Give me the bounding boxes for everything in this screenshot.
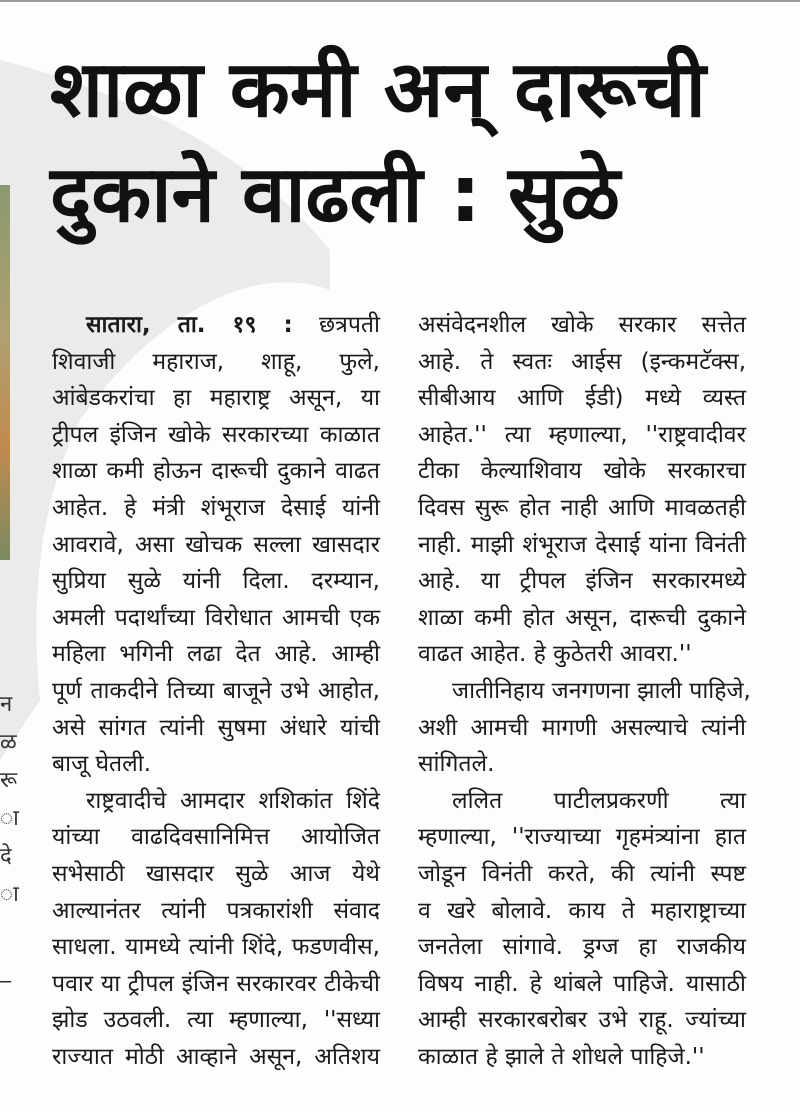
text-line [418,417,746,454]
dateline: सातारा, ता. १९ : [86,312,293,338]
fragment [0,914,14,952]
text-line-content: आहेत.'' त्या म्हणाल्या, ''राष्ट्रवादीवर [418,421,746,448]
text-line [418,966,746,1003]
text-line-content: साधला. यामध्ये त्यांनी शिंदे, फडणवीस, [52,934,380,961]
text-line-content: शाळा कमी होत असून, दारूची दुकाने [418,604,746,631]
text-line [418,710,746,747]
text-line [418,856,746,893]
text-line [52,600,380,637]
text-line-content: असे सांगत त्यांनी सुषमा अंधारे यांची [52,714,380,741]
text-line-content: राष्ट्रवादीचे आमदार शशिकांत शिंदे [86,787,380,814]
text-line-content: यांच्या वाढदिवसानिमित्त आयोजित [52,824,380,851]
text-line-content: जनतेला सांगावे. ड्रग्ज हा राजकीय [418,934,746,961]
text-line-content: झोड उठवली. त्या म्हणाल्या, ''सध्या [52,1007,380,1034]
text-line-content: सभेसाठी खासदार सुळे आज येथे [52,860,380,887]
text-line [418,819,746,856]
text-line-content: महिला भगिनी लढा देत आहे. आम्ही [52,641,380,668]
text-line-content: आम्ही सरकारबरोबर उभे राहू. ज्यांच्या [418,1007,746,1034]
text-line [52,563,380,600]
text-line-content: पवार या ट्रीपल इंजिन सरकारवर टीकेची [52,970,380,997]
text-line [52,453,380,490]
article-column-left [52,307,380,1075]
text-line-content: दिवस सुरू होत नाही आणि मावळतही [418,494,746,521]
text-line-content: अमली पदार्थांच्या विरोधात आमची एक [52,604,380,631]
text-line-content: वाढत आहेत. हे कुठेतरी आवरा.'' [418,641,692,668]
text-line [52,929,380,966]
text-line [418,307,746,344]
text-line [52,856,380,893]
text-line [52,710,380,747]
text-line [52,673,380,710]
text-line [52,746,380,783]
text-line [52,636,380,673]
text-line-content: सुप्रिया सुळे यांनी दिला. दरम्यान, [52,568,380,595]
fragment: _ [0,958,11,983]
text-line-content: पूर्ण ताकदीने तिच्या बाजूने उभे आहोत, [52,677,380,704]
text-line-content: व खरे बोलावे. काय ते महाराष्ट्राच्या [418,897,746,924]
text-line [52,1002,380,1039]
text-line [418,380,746,417]
text-line-content: आवरावे, असा खोचक सल्ला खासदार [52,531,380,558]
text-line-content: बाजू घेतली. [52,751,152,778]
text-line-content: आहे. ते स्वतः आईस (इन्कमटॅक्स, [418,348,746,375]
text-line [418,563,746,600]
adjacent-article-fragments [0,686,19,990]
text-line [52,819,380,856]
fragment: ा [0,882,19,907]
text-line-content: काळात हे झाले ते शोधले पाहिजे.'' [418,1043,705,1070]
text-line-content: आंबेडकरांचा हा महाराष्ट्र असून, या [52,385,380,412]
text-line [52,380,380,417]
text-line-content: ललित पाटीलप्रकरणी त्या [452,787,746,814]
text-line-content: अशी आमची मागणी असल्याचे त्यांनी [418,714,746,741]
text-line-content: विषय नाही. हे थांबले पाहिजे. यासाठी [418,970,746,997]
text-line-content: सांगितले. [418,751,495,778]
text-line-content: आहेत. हे मंत्री शंभूराज देसाई यांनी [52,494,380,521]
text-line [52,783,380,820]
text-line [418,453,746,490]
fragment: ळ [0,730,17,755]
text-line [418,673,751,710]
text-line-content: आहे. या ट्रीपल इंजिन सरकारमध्ये [418,568,746,595]
text-line [418,929,746,966]
text-line-content: शाळा कमी होऊन दारूची दुकाने वाढत [52,458,380,485]
text-line [418,893,746,930]
text-line [418,1039,746,1076]
headline-line-2: दुकाने वाढली : सुळे [50,150,621,240]
text-line [418,490,746,527]
text-line [418,636,746,673]
text-line-content: नाही. माझी शंभूराज देसाई यांना विनंती [418,531,746,558]
fragment: दे [0,844,12,869]
text-line [52,1039,380,1076]
fragment: ा [0,806,19,831]
text-line-content: शिवाजी महाराज, शाहू, फुले, [52,348,380,375]
text-line-content: छत्रपती [319,312,380,338]
text-line-content: म्हणाल्या, ''राज्याच्या गृहमंत्र्यांना हात [418,824,746,851]
text-line [418,600,746,637]
text-line-content: जातीनिहाय जनगणना झाली पाहिजे, [452,677,751,704]
article-column-right [418,307,751,1075]
text-line-content: असंवेदनशील खोके सरकार सत्तेत [418,312,746,338]
text-line-content: आल्यानंतर त्यांनी पत्रकारांशी संवाद [52,897,380,924]
text-line-content: जोडून विनंती करते, की त्यांनी स्पष्ट [418,860,746,887]
adjacent-photo-edge [0,185,10,560]
text-line [418,527,746,564]
text-line [418,783,746,820]
text-line [52,966,380,1003]
text-line-content: राज्यात मोठी आव्हाने असून, अतिशय [52,1043,380,1070]
text-line [52,893,380,930]
text-line [52,344,380,381]
text-line [52,417,380,454]
text-line-content: ट्रीपल इंजिन खोके सरकारच्या काळात [52,421,380,448]
text-line [52,490,380,527]
text-line [52,307,380,344]
fragment: न [0,692,13,717]
text-line-content: सीबीआय आणि ईडी) मध्ये व्यस्त [418,385,746,412]
text-line [418,344,746,381]
fragment: रू [0,768,18,793]
text-line [52,527,380,564]
text-line-content: टीका केल्याशिवाय खोके सरकारचा [418,458,746,485]
headline-line-1: शाळा कमी अन् दारूची [50,45,706,135]
text-line [418,746,746,783]
text-line [418,1002,746,1039]
